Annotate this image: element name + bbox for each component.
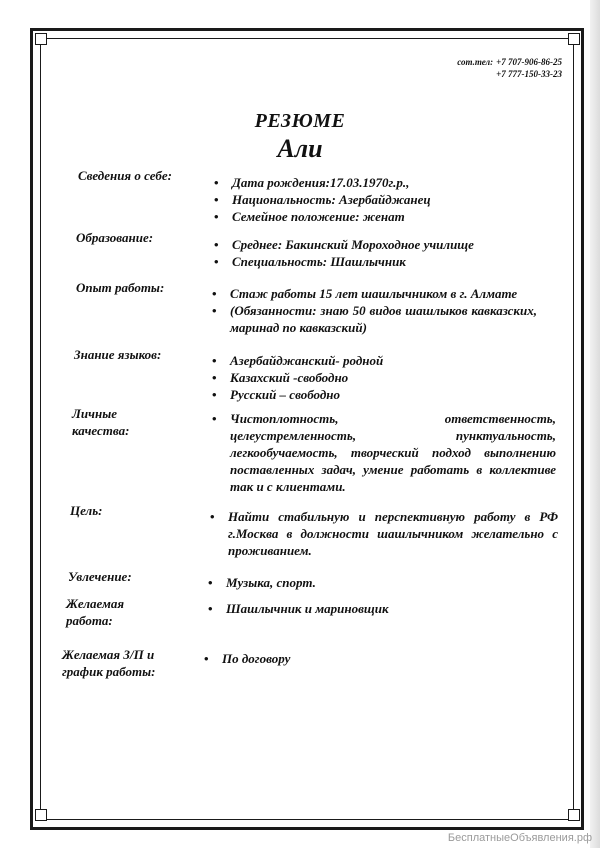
section-label-experience: Опыт работы: bbox=[76, 280, 165, 295]
frame-corner-bottom-right bbox=[568, 809, 580, 821]
section-text-qualities: • Чистоплотность, ответственность, целеустремленность, пунктуальность, легкообучаемость, творческий подход выполнению поставленных задач, умение работать в коллективе так и с клиентами. bbox=[212, 411, 556, 494]
section-label-about: Сведения о себе: bbox=[78, 168, 172, 183]
candidate-name: Али bbox=[277, 134, 323, 163]
section-label-desired-job: Желаемая работа: bbox=[66, 596, 125, 628]
list-item: • Стаж работы 15 лет шашлычником в г. Алмате bbox=[212, 286, 518, 301]
bullet-icon: • bbox=[212, 286, 217, 301]
bullet-icon: • bbox=[212, 353, 217, 368]
list-item: • Русский – свободно bbox=[212, 387, 341, 402]
section-list-about bbox=[214, 174, 534, 225]
section-text-desired-job: • Шашлычник и мариновщик bbox=[208, 601, 389, 616]
bullet-icon: • bbox=[214, 237, 219, 252]
site-watermark: БесплатныеОбъявления.рф bbox=[447, 832, 592, 844]
list-item: • Азербайджанский- родной bbox=[212, 353, 384, 368]
bullet-icon: • bbox=[212, 370, 217, 385]
section-text-goal: • Найти стабильную и перспективную работу в РФ г.Москва в должности шашлычником желательно с проживанием. bbox=[210, 509, 558, 558]
bullet-icon: • bbox=[214, 254, 219, 269]
list-item: • (Обязанности: знаю 50 видов шашлыков кавказских, маринад по кавказский) bbox=[212, 303, 537, 335]
frame-corner-top-right bbox=[568, 33, 580, 45]
list-item: • Казахский -свободно bbox=[212, 370, 349, 385]
bullet-icon: • bbox=[210, 509, 215, 524]
bullet-icon: • bbox=[212, 303, 217, 318]
bullet-icon: • bbox=[212, 411, 217, 426]
frame-corner-bottom-left bbox=[35, 809, 47, 821]
section-list-education bbox=[214, 236, 534, 270]
section-list-languages bbox=[212, 352, 532, 403]
section-label-hobby: Увлечение: bbox=[68, 569, 132, 584]
bullet-icon: • bbox=[214, 192, 219, 207]
bullet-icon: • bbox=[212, 387, 217, 402]
bullet-icon: • bbox=[214, 175, 219, 190]
section-label-qualities: Личные качества: bbox=[72, 406, 130, 438]
frame-corner-top-left bbox=[35, 33, 47, 45]
list-item: • Дата рождения:17.03.1970г.р., bbox=[214, 175, 410, 190]
section-text-salary: • По договору bbox=[204, 651, 291, 666]
bullet-icon: • bbox=[208, 601, 213, 616]
list-item: • Специальность: Шашлычник bbox=[214, 254, 406, 269]
document-title: РЕЗЮМЕ bbox=[254, 110, 346, 132]
list-item: • Среднее: Бакинский Мороходное училище bbox=[214, 237, 474, 252]
contact-phones bbox=[457, 56, 562, 80]
bullet-icon: • bbox=[208, 575, 213, 590]
phone-1: +7 707-906-86-25 bbox=[496, 57, 562, 67]
phone-2: +7 777-150-33-23 bbox=[496, 69, 562, 79]
section-label-salary: Желаемая З/П и график работы: bbox=[62, 647, 156, 679]
section-label-goal: Цель: bbox=[70, 503, 103, 518]
section-label-education: Образование: bbox=[76, 230, 154, 245]
list-item: • Семейное положение: женат bbox=[214, 209, 405, 224]
section-list-experience bbox=[212, 285, 537, 336]
bullet-icon: • bbox=[214, 209, 219, 224]
list-item: • Национальность: Азербайджанец bbox=[214, 192, 431, 207]
phone-label: сот.тел: bbox=[457, 57, 494, 67]
section-label-languages: Знание языков: bbox=[74, 347, 162, 362]
bullet-icon: • bbox=[204, 651, 209, 666]
section-text-hobby: • Музыка, спорт. bbox=[208, 575, 316, 590]
